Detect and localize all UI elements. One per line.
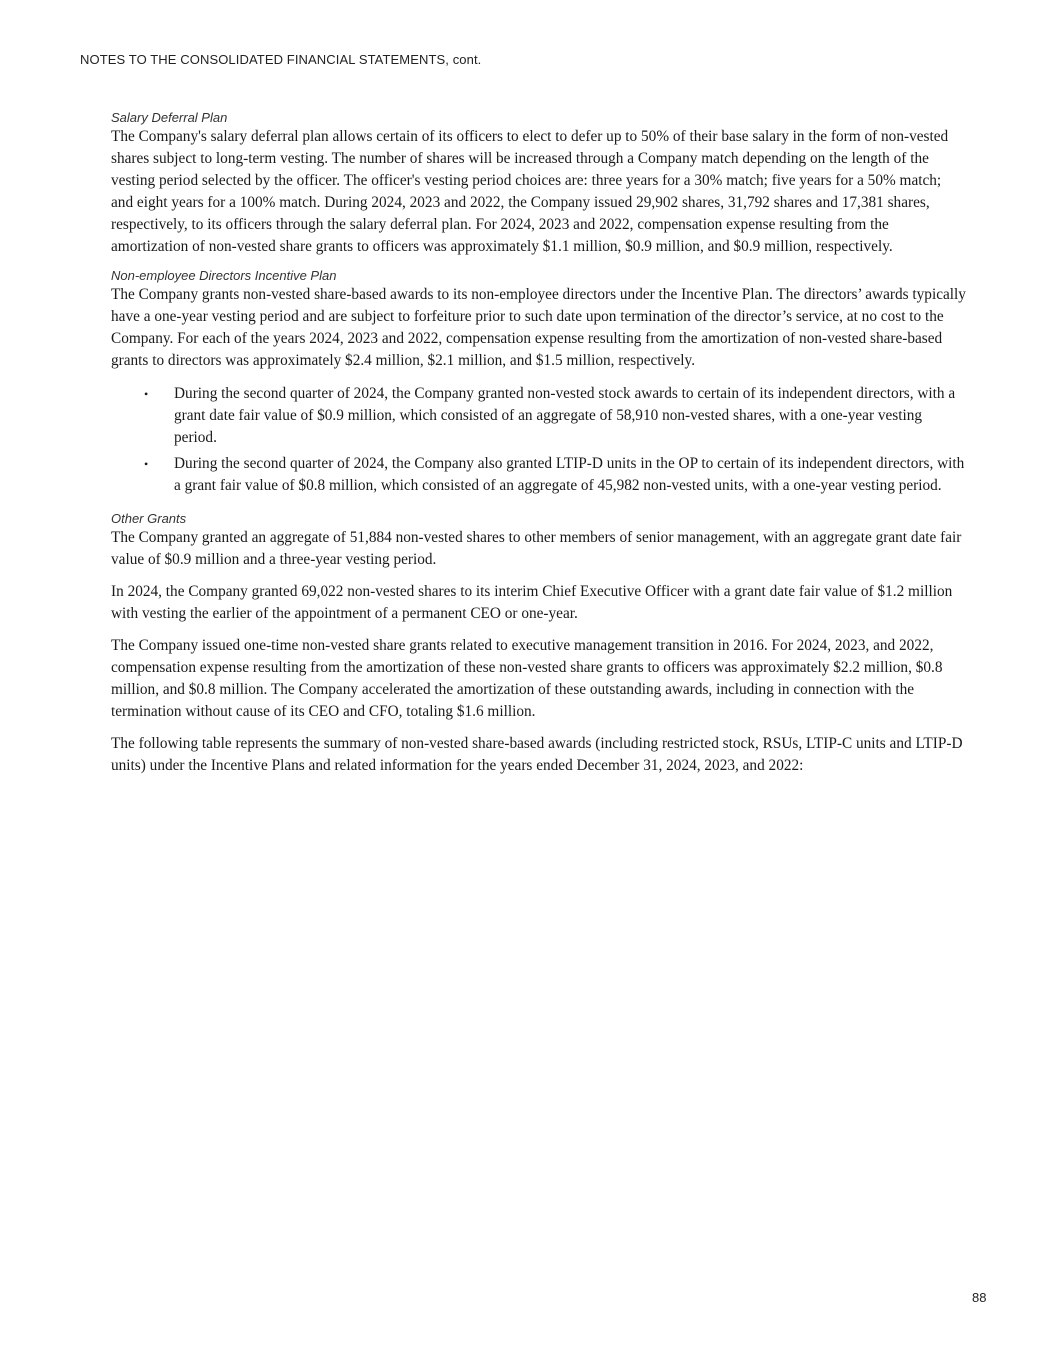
salary-deferral-paragraph: The Company's salary deferral plan allows certain of its officers to elect to defer up to 50% of their base salary in the form of non-vested shares subject to long-term vesting. The number of shares will be increased through a Company match depending on the length of the vesting period selected by the officer. The officer's vesting period choices are: three years for a 30% match; five years for a 50% match; and eight years for a 100% match. During 2024, 2023 and 2022, the Company issued 29,902 shares, 31,792 shares and 17,381 shares, respectively, to its officers through the salary deferral plan. For 2024, 2023 and 2022, compensation expense resulting from the amortization of non-vested share grants to officers was approximately $1.1 million, $0.9 million, and $0.9 million, respectively. <box>111 128 949 255</box>
table-intro-paragraph: The following table represents the summary of non-vested share-based awards (including restricted stock, RSUs, LTIP-C units and LTIP-D units) under the Incentive Plans and related information for the years ended December 31, 2024, 2023, and 2022: <box>111 735 963 774</box>
executive-transition-paragraph: The Company issued one-time non-vested share grants related to executive management transition in 2016. For 2024, 2023, and 2022, compensation expense resulting from the amortization of these non-vested share grants to officers was approximately $2.2 million, $0.8 million, and $0.8 million. The Company accelerated the amortization of these outstanding awards, including in connection with the termination without cause of its CEO and CFO, totaling $1.6 million. <box>111 637 943 720</box>
running-header: NOTES TO THE CONSOLIDATED FINANCIAL STATEMENTS, cont. <box>80 52 482 67</box>
interim-ceo-paragraph: In 2024, the Company granted 69,022 non-vested shares to its interim Chief Executive Officer with a grant date fair value of $1.2 million with vesting the earlier of the appointment of a permanent CEO or one-year. <box>111 583 953 622</box>
directors-grants-list <box>111 383 967 497</box>
section-label-salary-deferral: Salary Deferral Plan <box>111 110 228 125</box>
salary-deferral-section <box>111 110 967 258</box>
section-label-directors-plan: Non-employee Directors Incentive Plan <box>111 268 337 283</box>
bullet-icon: • <box>144 387 149 401</box>
other-grants-section <box>111 511 967 777</box>
directors-plan-section <box>111 268 967 497</box>
bullet-icon: • <box>144 457 149 471</box>
list-item <box>111 453 967 497</box>
directors-plan-paragraph: The Company grants non-vested share-based awards to its non-employee directors under the Incentive Plan. The directors’ awards typically have a one-year vesting period and are subject to forfeiture prior to such date upon termination of the director’s service, at no cost to the Company. For each of the years 2024, 2023 and 2022, compensation expense resulting from the amortization of non-vested share-based grants to directors was approximately $2.4 million, $2.1 million, and $1.5 million, respectively. <box>111 286 966 369</box>
other-grants-paragraph: The Company granted an aggregate of 51,884 non-vested shares to other members of senior management, with an aggregate grant date fair value of $0.9 million and a three-year vesting period. <box>111 529 962 568</box>
section-label-other-grants: Other Grants <box>111 511 187 526</box>
list-item <box>111 383 967 449</box>
list-item-text: During the second quarter of 2024, the Company also granted LTIP-D units in the OP to certain of its independent directors, with a grant fair value of $0.8 million, which consisted of an aggregate of 45,982 non-vested units, with a one-year vesting period. <box>174 455 965 494</box>
document-body <box>111 110 967 787</box>
list-item-text: During the second quarter of 2024, the Company granted non-vested stock awards to certain of its independent directors, with a grant date fair value of $0.9 million, which consisted of an aggregate of 58,910 non-vested shares, with a one-year vesting period. <box>174 385 956 446</box>
page-number: 88 <box>972 1290 987 1305</box>
